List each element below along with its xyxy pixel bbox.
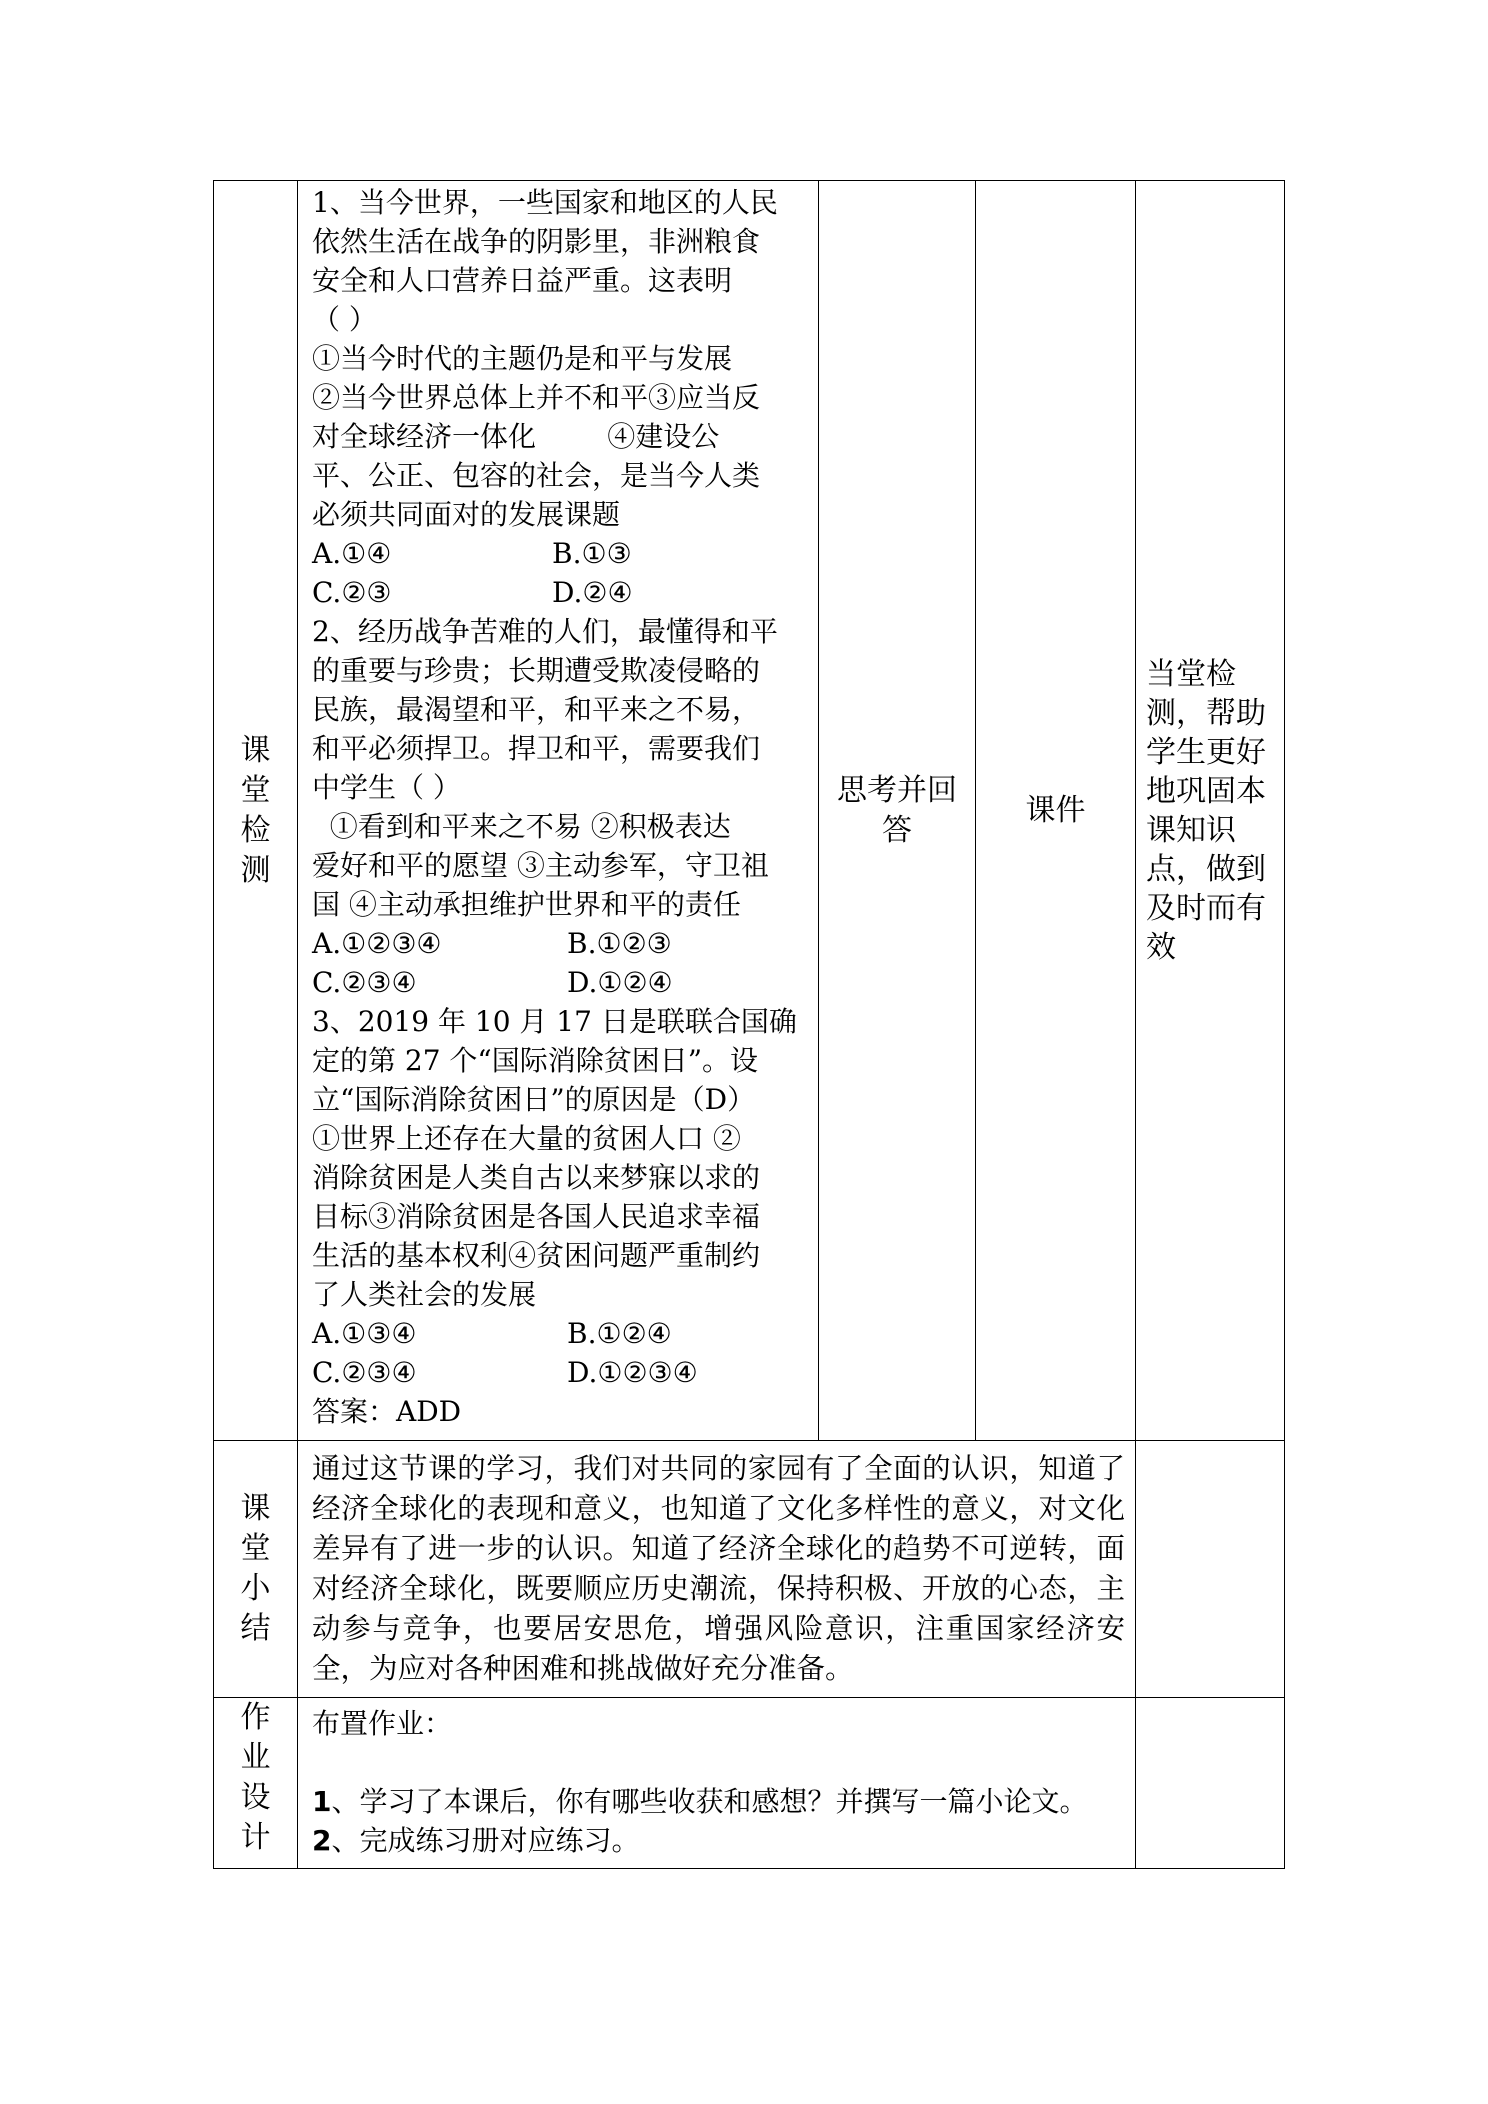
question-1: 1、当今世界，一些国家和地区的人民 依然生活在战争的阴影里，非洲粮食 安全和人口营养日益严重。这表明 （ ） ①当今时代的主题仍是和平与发展 ②当今世界总体上并不和平③应当反 对全球经济一体化 ④建设公 平、公正、包容的社会，是当今人类 必须共同面对的发展课题 A.①④ B.①③ C.②③ D.②④: [312, 183, 810, 612]
row-label-homework: 作 业 设 计: [214, 1698, 298, 1869]
question-1-options-row: C.②③ D.②④: [312, 576, 633, 609]
question-3-options-row: A.①③④ B.①②④: [312, 1317, 672, 1350]
design-purpose-cell: [1136, 181, 1285, 1441]
answer-key: 答案：ADD: [312, 1395, 462, 1428]
spacer: [312, 1743, 1125, 1782]
question-3-options-row: C.②③④ D.①②③④: [312, 1356, 698, 1389]
homework-empty-cell: [1136, 1698, 1285, 1869]
summary-empty-cell: [1136, 1441, 1285, 1698]
teacher-activity-cell: [976, 181, 1136, 1441]
homework-item-2: 2、完成练习册对应练习。: [312, 1824, 640, 1857]
row-label-test: 课 堂 检 测: [214, 181, 298, 1441]
summary-text-cell: [298, 1441, 1136, 1698]
student-activity-text: 思考并回答: [837, 772, 957, 848]
question-1-options-row: A.①④ B.①③: [312, 537, 632, 570]
homework-cell: [298, 1698, 1136, 1869]
question-2-options-row: A.①②③④ B.①②③: [312, 927, 672, 960]
table-row-classroom-test: [214, 181, 1285, 1441]
question-2: 2、经历战争苦难的人们，最懂得和平 的重要与珍贵；长期遭受欺凌侵略的 民族，最渴望和平，和平来之不易， 和平必须捍卫。捍卫和平，需要我们 中学生（ ） ①看到和平来之不易 ②积极表达 爱好和平的愿望 ③主动参军，守卫祖 国 ④主动承担维护世界和平的责任 A.①②③④ B.①②③ C.②③④ D.①②④: [312, 612, 810, 1002]
homework-title: 布置作业：: [312, 1707, 453, 1740]
summary-text: 通过这节课的学习，我们对共同的家园有了全面的认识，知道了经济全球化的表现和意义，也知道了文化多样性的意义，对文化差异有了进一步的认识。知道了经济全球化的趋势不可逆转，面对经济全球化，既要顺应历史潮流，保持积极、开放的心态，主动参与竞争，也要居安思危，增强风险意识，注重国家经济安全，为应对各种困难和挑战做好充分准备。: [312, 1452, 1125, 1685]
lesson-plan-table: [213, 180, 1285, 1869]
teacher-activity-text: 课件: [1025, 792, 1086, 828]
question-3: 3、2019 年 10 月 17 日是联联合国确 定的第 27 个“国际消除贫困日”。设 立“国际消除贫困日”的原因是（D） ①世界上还存在大量的贫困人口 ② 消除贫困是人类自古以来梦寐以求的 目标③消除贫困是各国人民追求幸福 生活的基本权利④贫困问题严重制约 了人类社会的发展 A.①③④ B.①②④ C.②③④ D.①②③④: [312, 1002, 810, 1392]
table-row-classroom-summary: [214, 1441, 1285, 1698]
test-questions-cell: [298, 181, 819, 1441]
student-activity-cell: [819, 181, 976, 1441]
row-label-summary: 课 堂 小 结: [214, 1441, 298, 1698]
design-purpose-text: 当堂检测，帮助学生更好地巩固本课知识点，做到及时而有效: [1146, 656, 1266, 965]
question-2-options-row: C.②③④ D.①②④: [312, 966, 673, 999]
homework-item-1: 1、学习了本课后，你有哪些收获和感想？并撰写一篇小论文。: [312, 1785, 1088, 1818]
table-row-homework: [214, 1698, 1285, 1869]
